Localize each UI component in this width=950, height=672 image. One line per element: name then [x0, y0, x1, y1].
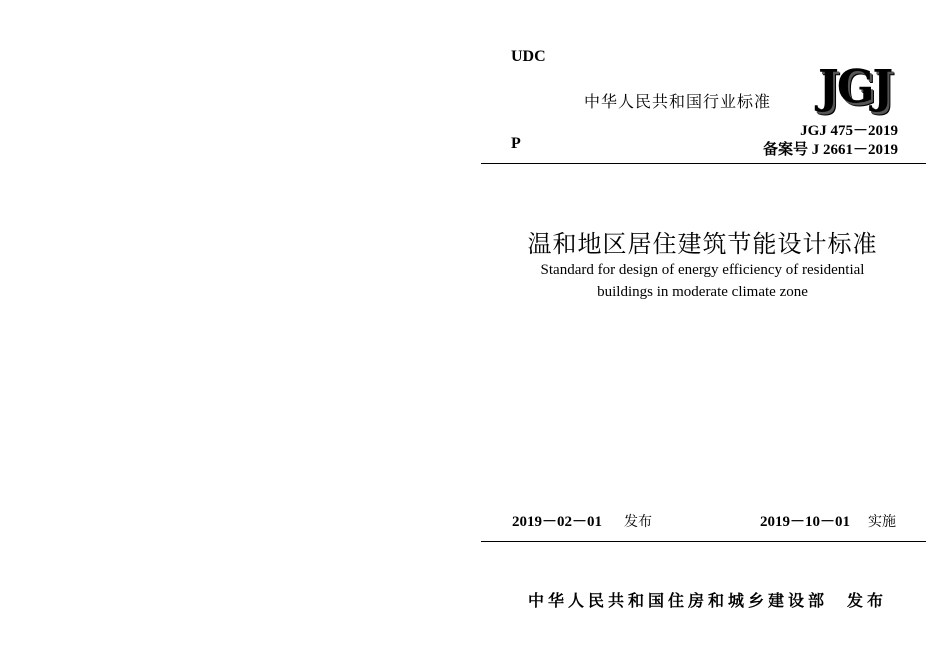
category-label: P [511, 135, 521, 152]
title-english-line2: buildings in moderate climate zone [597, 284, 808, 300]
udc-label: UDC [511, 48, 546, 65]
implement-date: 2019－10－01 [760, 514, 851, 530]
footer-divider [481, 541, 926, 542]
industry-standard-line: 中华人民共和国行业标准 [584, 92, 772, 111]
record-number: 备案号 J 2661－2019 [762, 142, 898, 158]
issue-date: 2019－02－01 [512, 514, 603, 530]
implement-label: 实施 [868, 514, 896, 530]
header-divider [481, 163, 926, 164]
jgj-logo: JGJ [818, 60, 892, 115]
title-chinese: 温和地区居住建筑节能设计标准 [527, 230, 878, 258]
standard-number: JGJ 475－2019 [800, 123, 898, 139]
issuing-action: 发布 [847, 591, 888, 610]
title-english-line1: Standard for design of energy efficiency of residential [540, 262, 865, 278]
issuing-authority: 中华人民共和国住房和城乡建设部 [528, 591, 829, 610]
issue-label: 发布 [624, 514, 652, 530]
